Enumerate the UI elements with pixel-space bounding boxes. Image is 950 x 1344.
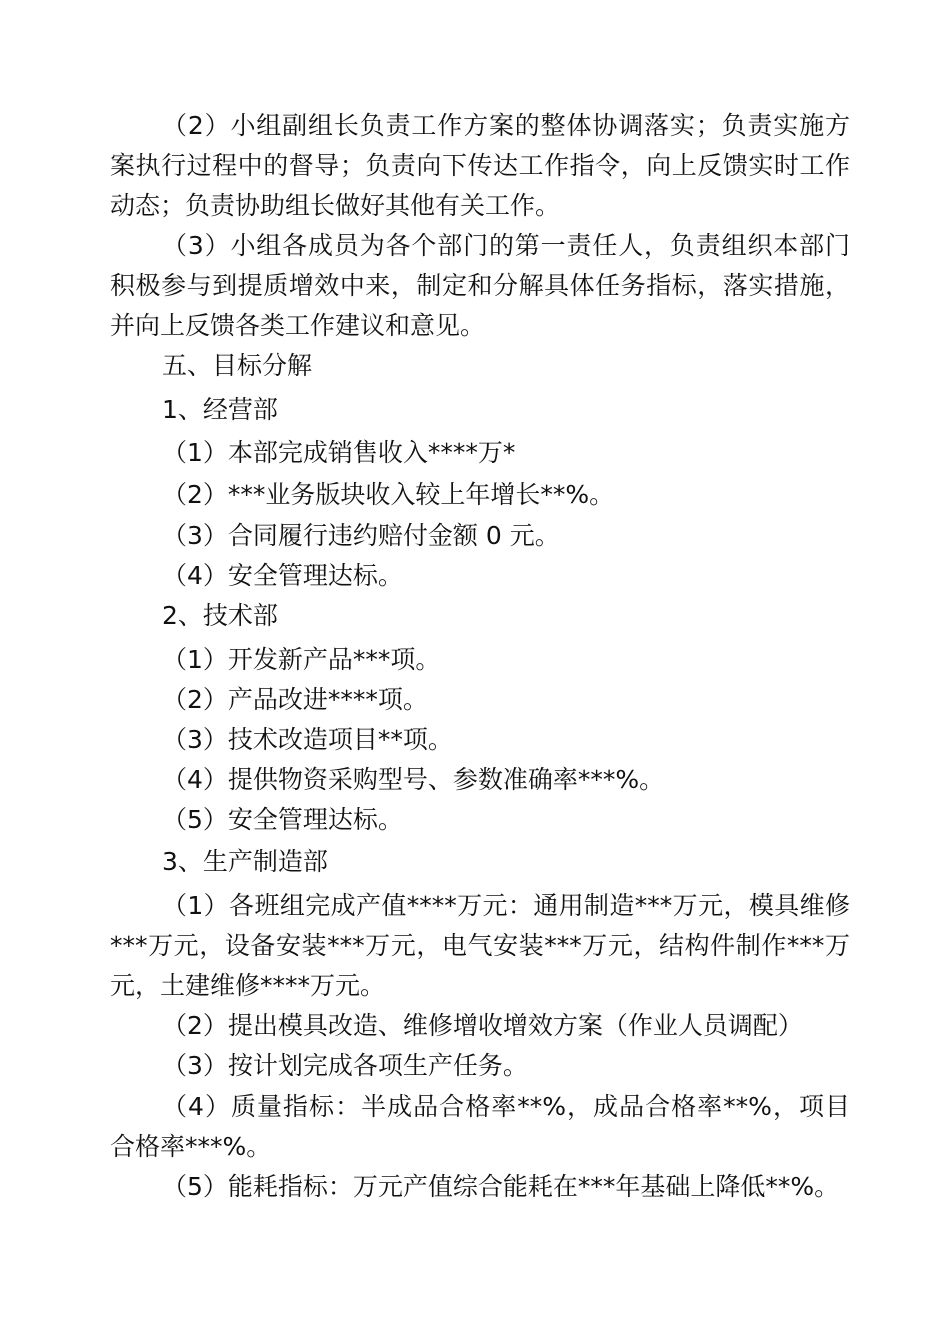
paragraph-line: （4）质量指标：半成品合格率**%，成品合格率**%，项目 — [162, 1092, 850, 1121]
paragraph-line: （3）小组各成员为各个部门的第一责任人，负责组织本部门 — [162, 231, 850, 260]
list-item: （3）合同履行违约赔付金额 0 元。 — [162, 521, 560, 550]
paragraph-line: （2）提出模具改造、维修增收增效方案（作业人员调配） — [162, 1011, 803, 1040]
list-item: （4）提供物资采购型号、参数准确率***%。 — [162, 765, 665, 794]
subsection-heading: 3、生产制造部 — [162, 847, 328, 876]
list-item: （2）***业务版块收入较上年增长**%。 — [162, 480, 615, 509]
paragraph-line: 动态；负责协助组长做好其他有关工作。 — [110, 191, 561, 220]
paragraph-line: 积极参与到提质增效中来，制定和分解具体任务指标，落实措施， — [110, 271, 850, 300]
subsection-heading: 1、经营部 — [162, 395, 278, 424]
paragraph-line: 元，土建维修****万元。 — [110, 971, 386, 1000]
paragraph-line: ***万元，设备安装***万元，电气安装***万元，结构件制作***万 — [110, 931, 850, 960]
paragraph-line: 并向上反馈各类工作建议和意见。 — [110, 311, 486, 340]
paragraph-line: 案执行过程中的督导；负责向下传达工作指令，向上反馈实时工作 — [110, 151, 850, 180]
paragraph-line: （3）按计划完成各项生产任务。 — [162, 1051, 528, 1080]
paragraph-line: 合格率***%。 — [110, 1132, 272, 1161]
list-item: （1）开发新产品***项。 — [162, 645, 441, 674]
section-heading: 五、目标分解 — [162, 351, 313, 380]
subsection-heading: 2、技术部 — [162, 601, 278, 630]
list-item: （5）安全管理达标。 — [162, 805, 403, 834]
paragraph-line: （1）各班组完成产值****万元：通用制造***万元，模具维修 — [162, 891, 850, 920]
paragraph-line: （5）能耗指标：万元产值综合能耗在***年基础上降低**%。 — [162, 1172, 840, 1201]
list-item: （4）安全管理达标。 — [162, 561, 403, 590]
list-item: （2）产品改进****项。 — [162, 685, 428, 714]
list-item: （3）技术改造项目**项。 — [162, 725, 453, 754]
list-item: （1）本部完成销售收入****万* — [162, 438, 516, 467]
paragraph-line: （2）小组副组长负责工作方案的整体协调落实；负责实施方 — [162, 111, 850, 140]
